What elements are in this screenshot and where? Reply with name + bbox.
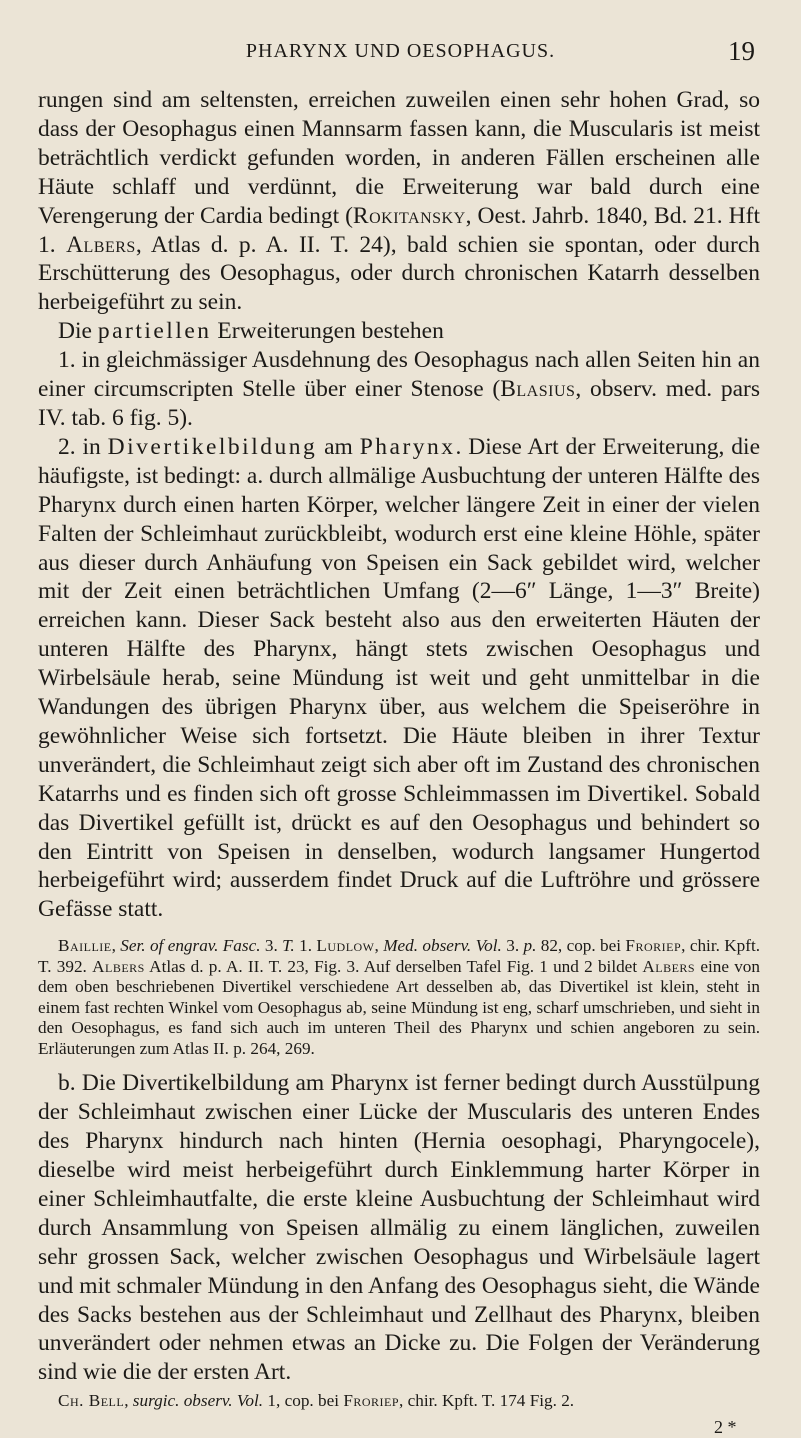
page-number: 19	[728, 36, 755, 66]
text-run: Die	[58, 318, 98, 345]
text-run: 1, cop. bei	[263, 1391, 344, 1411]
text-run: Atlas d. p. A. II. T. 23, Fig. 3. Auf derselben Tafel Fig. 1 und 2 bildet	[144, 956, 643, 976]
running-title: PHARYNX UND OESOPHAGUS.	[245, 40, 556, 62]
text-run: eine von dem oben beschriebenen Divertikel verschiedene Art desselben ab, das Divertikel ist klein, steht in einem fast rechten Winkel vom Oesophagus ab, seine Mündung ist eng, scharf umschrieben, und sieht in den Oesophagus, es fand sich auch im unteren Theil des Pharynx und schien angeboren zu sein. Erläuterungen zum Atlas II. p. 264, 269.	[38, 956, 760, 1058]
running-head	[0, 36, 801, 70]
text-run: 3.	[260, 936, 283, 956]
author-name: Baillie	[58, 936, 112, 956]
page-body	[38, 86, 760, 1438]
paragraph-pharyngocele	[38, 1069, 760, 1387]
text-run: . Diese Art der Erweiterung, die häufigste, ist bedingt: a. durch allmälige Ausbuchtung der unteren Hälfte des Pharynx durch einen harten Körper, welcher längere Zeit in einer der vielen Falten der Schleimhaut zurückbleibt, wodurch erst eine kleine Höhle, später aus dieser durch Anhäufung von Speisen ein Sack gebildet wird, welcher mit der Zeit einen beträchtlichen Umfang (2—6″ Länge, 1—3″ Breite) erreichen kann. Dieser Sack besteht also aus den erweiterten Häuten der unteren Hälfte des Pharynx, hängt stets zwischen Oesophagus und Wirbelsäule herab, seine Mündung ist weit und geht unmittelbar in die Wandungen des übrigen Pharynx über, aus welchem die Speiseröhre in gewöhnlicher Weise sich fortsetzt. Die Häute bleiben in ihrer Textur unverändert, die Schleimhaut zeigt sich aber oft im Zustand des chronischen Katarrhs und es finden sich oft grosse Schleimmassen im Divertikel. Sobald das Divertikel gefüllt ist, drückt es auf den Oesophagus und behindert so den Eintritt von Speisen in denselben, wodurch langsamer Hungertod herbeigeführt wird; ausserdem findet Druck auf die Luftröhre und grössere Gefässe statt.	[38, 433, 760, 923]
author-name: Albers	[92, 956, 145, 976]
text-run: 82, cop. bei	[536, 936, 626, 956]
text-run: ,	[111, 936, 121, 956]
citation-title: T.	[282, 936, 295, 956]
text-run: , observ. med. pars IV. tab. 6 fig. 5).	[38, 376, 760, 431]
text-run: Erweiterungen bestehen	[211, 318, 444, 345]
text-run: rungen sind am seltensten, erreichen zuweilen einen sehr hohen Grad, so dass der Oesophagus einen Mannsarm fassen kann, die Muscularis ist meist beträchtlich verdickt gefunden worden, in anderen Fällen erscheinen alle Häute schlaff und verdünnt, die Erweiterung war bald durch eine Verengerung der Cardia bedingt (	[38, 87, 760, 229]
paragraph-oesophagus-dilation	[38, 86, 760, 317]
text-run: , chir. Kpft. T. 392.	[38, 936, 761, 976]
citation-title: surgic. observ. Vol.	[132, 1391, 264, 1411]
paragraph-uniform-dilation	[38, 346, 760, 433]
author-name: Rokitansky	[352, 202, 466, 229]
text-run: 1. in gleichmässiger Ausdehnung des Oesophagus nach allen Seiten hin an einer circumscripten Stelle über einer Stenose (	[38, 347, 760, 403]
text-run: , Atlas d. p. A. II. T. 24), bald schien sie spontan, oder durch Erschütterung des Oesophagus, oder durch chronischen Katarrh desselben herbeigeführt zu sein.	[38, 231, 760, 316]
citation-title: Med. observ. Vol.	[383, 936, 502, 956]
author-name: Froriep	[625, 936, 682, 956]
text-run: ,	[374, 936, 384, 956]
spaced-term: Divertikelbildung	[107, 433, 318, 460]
spaced-term: partiellen	[97, 318, 212, 345]
text-run: 1.	[294, 936, 317, 956]
text-run: ,	[124, 1391, 133, 1411]
citation-title: p.	[523, 936, 537, 956]
paragraph-diverticulum	[38, 433, 760, 924]
text-run: , Oest. Jahrb. 1840, Bd. 21. Hft 1.	[38, 202, 760, 258]
reference-note	[38, 936, 760, 1059]
author-name: Albers	[66, 231, 136, 258]
spaced-term: Pharynx	[359, 433, 456, 460]
reference-note-bell	[38, 1391, 760, 1412]
text-run: 2. in	[58, 433, 108, 460]
text-run: , chir. Kpft. T. 174 Fig. 2.	[399, 1391, 575, 1411]
text-run: 3.	[501, 936, 524, 956]
author-name: Ch. Bell	[58, 1391, 125, 1411]
author-name: Blasius	[500, 376, 576, 403]
citation-title: Ser. of engrav. Fasc.	[120, 936, 261, 956]
paragraph-partial-dilations	[38, 317, 760, 346]
author-name: Ludlow	[316, 936, 375, 956]
author-name: Albers	[642, 956, 696, 976]
signature-mark: 2 *	[714, 1416, 737, 1437]
text-run: b. Die Divertikelbildung am Pharynx ist ferner bedingt durch Ausstülpung der Schleimhaut zwischen einer Lücke der Muscularis des unteren Endes des Pharynx hindurch nach hinten (Hernia oesophagi, Pharyngocele), dieselbe wird meist herbeigeführt durch Einklemmung harter Körper in einer Schleimhautfalte, die erste kleine Ausbuchtung der Schleimhaut wird durch Ansammlung von Speisen allmälig zu einem länglichen, zuweilen sehr grossen Sack, welcher zwischen Oesophagus und Wirbelsäule lagert und mit schmaler Mündung in den Anfang des Oesophagus sieht, die Wände des Sacks bestehen aus der Schleimhaut und Zellhaut des Pharynx, bleiben unverändert oder nehmen etwas an Dicke zu. Die Folgen der Veränderung sind wie die der ersten Art.	[38, 1070, 760, 1386]
footnote-block	[38, 936, 760, 1059]
text-run: am	[317, 433, 360, 460]
author-name: Froriep	[343, 1391, 400, 1411]
